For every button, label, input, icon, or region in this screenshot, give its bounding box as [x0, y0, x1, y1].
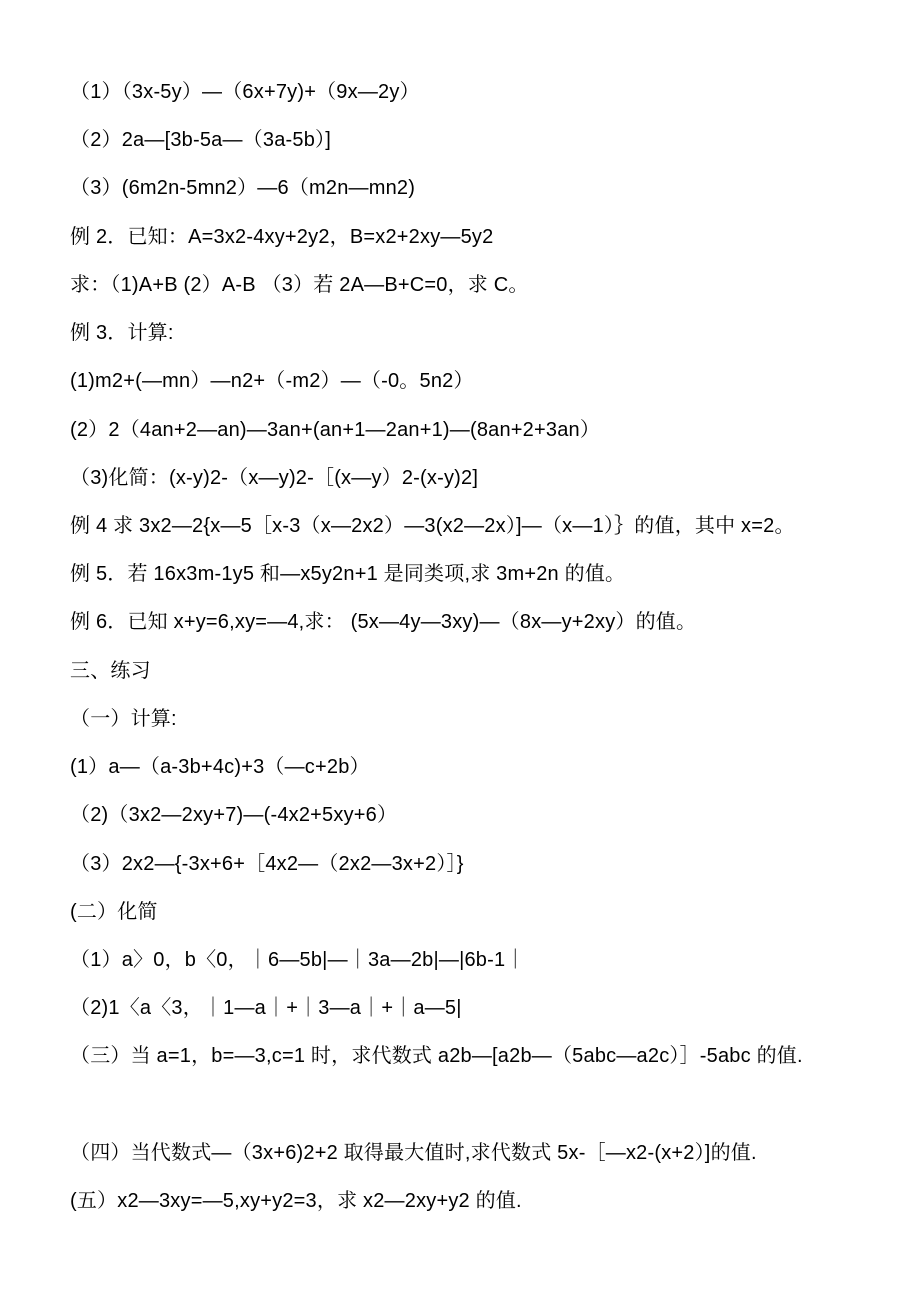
example-3-3: （3)化简：(x-y)2-（x—y)2-［(x—y）2-(x-y)2]: [70, 467, 479, 489]
practice-2-2: （2)1〈a〈3，｜1—a｜+｜3—a｜+｜a—5|: [70, 997, 462, 1019]
practice-1-1: (1）a—（a-3b+4c)+3（—c+2b）: [70, 756, 370, 778]
problem-1-2: （2）2a—[3b-5a—（3a-5b）]: [70, 129, 331, 151]
example-4: 例 4 求 3x2—2{x—5［x-3（x—2x2）—3(x2—2x）]—（x—1）｝的值，其中 x=2。: [70, 515, 795, 537]
example-5: 例 5．若 16x3m-1y5 和—x5y2n+1 是同类项,求 3m+2n 的值。: [70, 563, 626, 585]
practice-1-2: （2)（3x2—2xy+7)—(-4x2+5xy+6）: [70, 804, 398, 826]
practice-2-1: （1）a〉0，b〈0，｜6—5b|—｜3a—2b|—|6b-1｜: [70, 949, 526, 971]
practice-5: (五）x2—3xy=—5,xy+y2=3，求 x2—2xy+y2 的值.: [70, 1190, 522, 1212]
example-2: 例 2．已知：A=3x2-4xy+2y2，B=x2+2xy—5y2: [70, 226, 494, 248]
problem-1-1: （1）（3x-5y）—（6x+7y)+（9x—2y）: [70, 81, 420, 103]
example-3: 例 3．计算:: [70, 322, 174, 344]
section-practice: 三、练习: [70, 660, 151, 682]
practice-4: （四）当代数式—（3x+6)2+2 取得最大值时,求代数式 5x-［—x2-(x+2）]的值.: [70, 1142, 757, 1164]
practice-3: （三）当 a=1，b=—3,c=1 时，求代数式 a2b—[a2b—（5abc—a2c）］-5abc 的值.: [70, 1045, 803, 1067]
practice-1-heading: （一）计算:: [70, 708, 177, 730]
practice-1-3: （3）2x2—{-3x+6+［4x2—（2x2—3x+2）］}: [70, 853, 464, 875]
practice-2-heading: (二）化简: [70, 901, 158, 923]
example-3-1: (1)m2+(—mn）—n2+（-m2）—（-0。5n2）: [70, 370, 474, 392]
example-3-2: (2）2（4an+2—an)—3an+(an+1—2an+1)—(8an+2+3an）: [70, 419, 601, 441]
example-2-ask: 求：（1)A+B (2）A-B （3）若 2A—B+C=0，求 C。: [70, 274, 529, 296]
example-6: 例 6．已知 x+y=6,xy=—4,求： (5x—4y—3xy)—（8x—y+2xy）的值。: [70, 611, 697, 633]
problem-1-3: （3）(6m2n-5mn2）—6（m2n—mn2): [70, 177, 416, 199]
